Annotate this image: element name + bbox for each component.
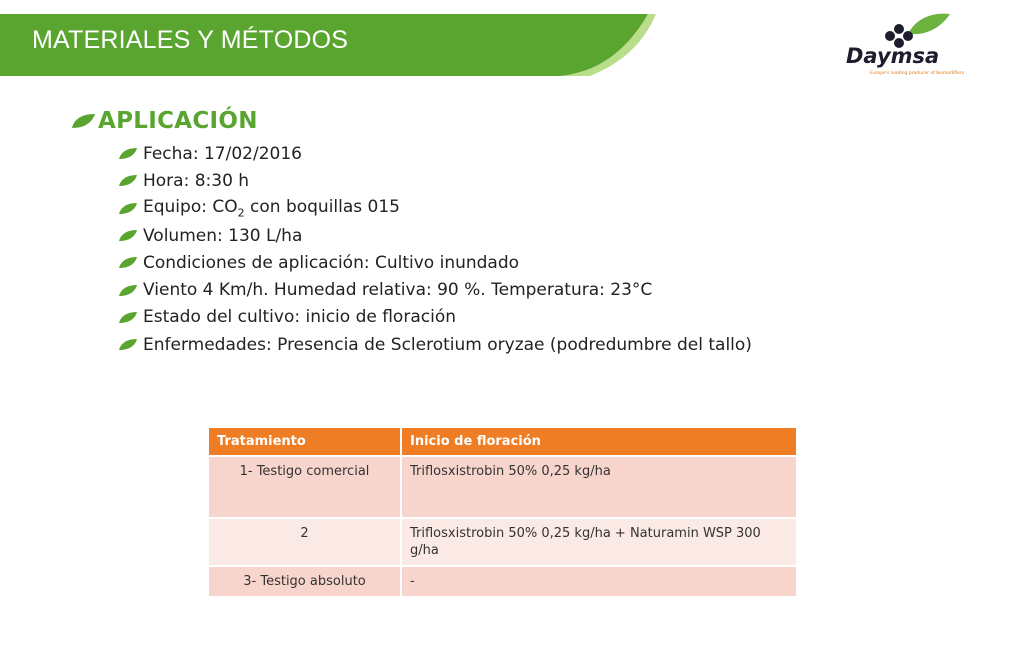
list-item-label: Condiciones de aplicación: Cultivo inundado [143,252,520,273]
list-item-estado [118,304,752,331]
leaf-bullet-icon [118,229,138,242]
leaf-bullet-icon [118,338,138,351]
list-item-label: Estado del cultivo: inicio de floración [143,307,456,328]
table-cell: 3- Testigo absoluto [209,566,401,597]
leaf-bullet-icon [118,174,138,187]
table-row [209,566,797,597]
list-item-fecha [118,140,752,167]
table-header-row [209,428,797,456]
list-item-label: Volumen: 130 L/ha [143,225,303,246]
table-cell: - [401,566,797,597]
list-item-label: Hora: 8:30 h [143,170,250,191]
list-item-label: Fecha: 17/02/2016 [143,143,302,164]
list-item-label [143,197,400,219]
table-cell: Triflosxistrobin 50% 0,25 kg/ha [401,456,797,518]
list-item-label: Viento 4 Km/h. Humedad relativa: 90 %. Temperatura: 23°C [143,280,653,301]
leaf-bullet-icon [70,113,96,129]
list-item-viento [118,276,752,303]
logo-tagline: Europe's leading producer of biomodifiers [870,71,965,76]
list-item-label: Enfermedades: Presencia de Sclerotium oryzae (podredumbre del tallo) [143,334,752,355]
leaf-bullet-icon [118,284,138,297]
column-header-inicio-floracion: Inicio de floración [401,428,797,456]
table-cell: Triflosxistrobin 50% 0,25 kg/ha + Naturamin WSP 300 g/ha [401,518,797,566]
equipo-label-pre: Equipo: CO [143,197,238,218]
list-item-enfermedades [118,331,752,358]
section-title: APLICACIÓN [98,108,258,134]
section-heading [70,108,752,134]
table-row [209,456,797,518]
table-cell: 1- Testigo comercial [209,456,401,518]
table-cell: 2 [209,518,401,566]
list-item-equipo [118,195,752,222]
list-item-volumen [118,222,752,249]
leaf-bullet-icon [118,256,138,269]
logo-wordmark: Daymsa [846,44,940,68]
list-item-condiciones [118,249,752,276]
column-header-tratamiento: Tratamiento [209,428,401,456]
leaf-bullet-icon [118,147,138,160]
equipo-label-post: con boquillas 015 [244,197,400,218]
treatment-table [209,428,798,598]
equipo-subscript: 2 [237,206,245,220]
table-row [209,518,797,566]
leaf-bullet-icon [118,311,138,324]
application-list [118,140,752,358]
leaf-bullet-icon [118,202,138,215]
list-item-hora [118,167,752,194]
page-title: MATERIALES Y MÉTODOS [32,26,349,54]
application-section [70,108,752,358]
